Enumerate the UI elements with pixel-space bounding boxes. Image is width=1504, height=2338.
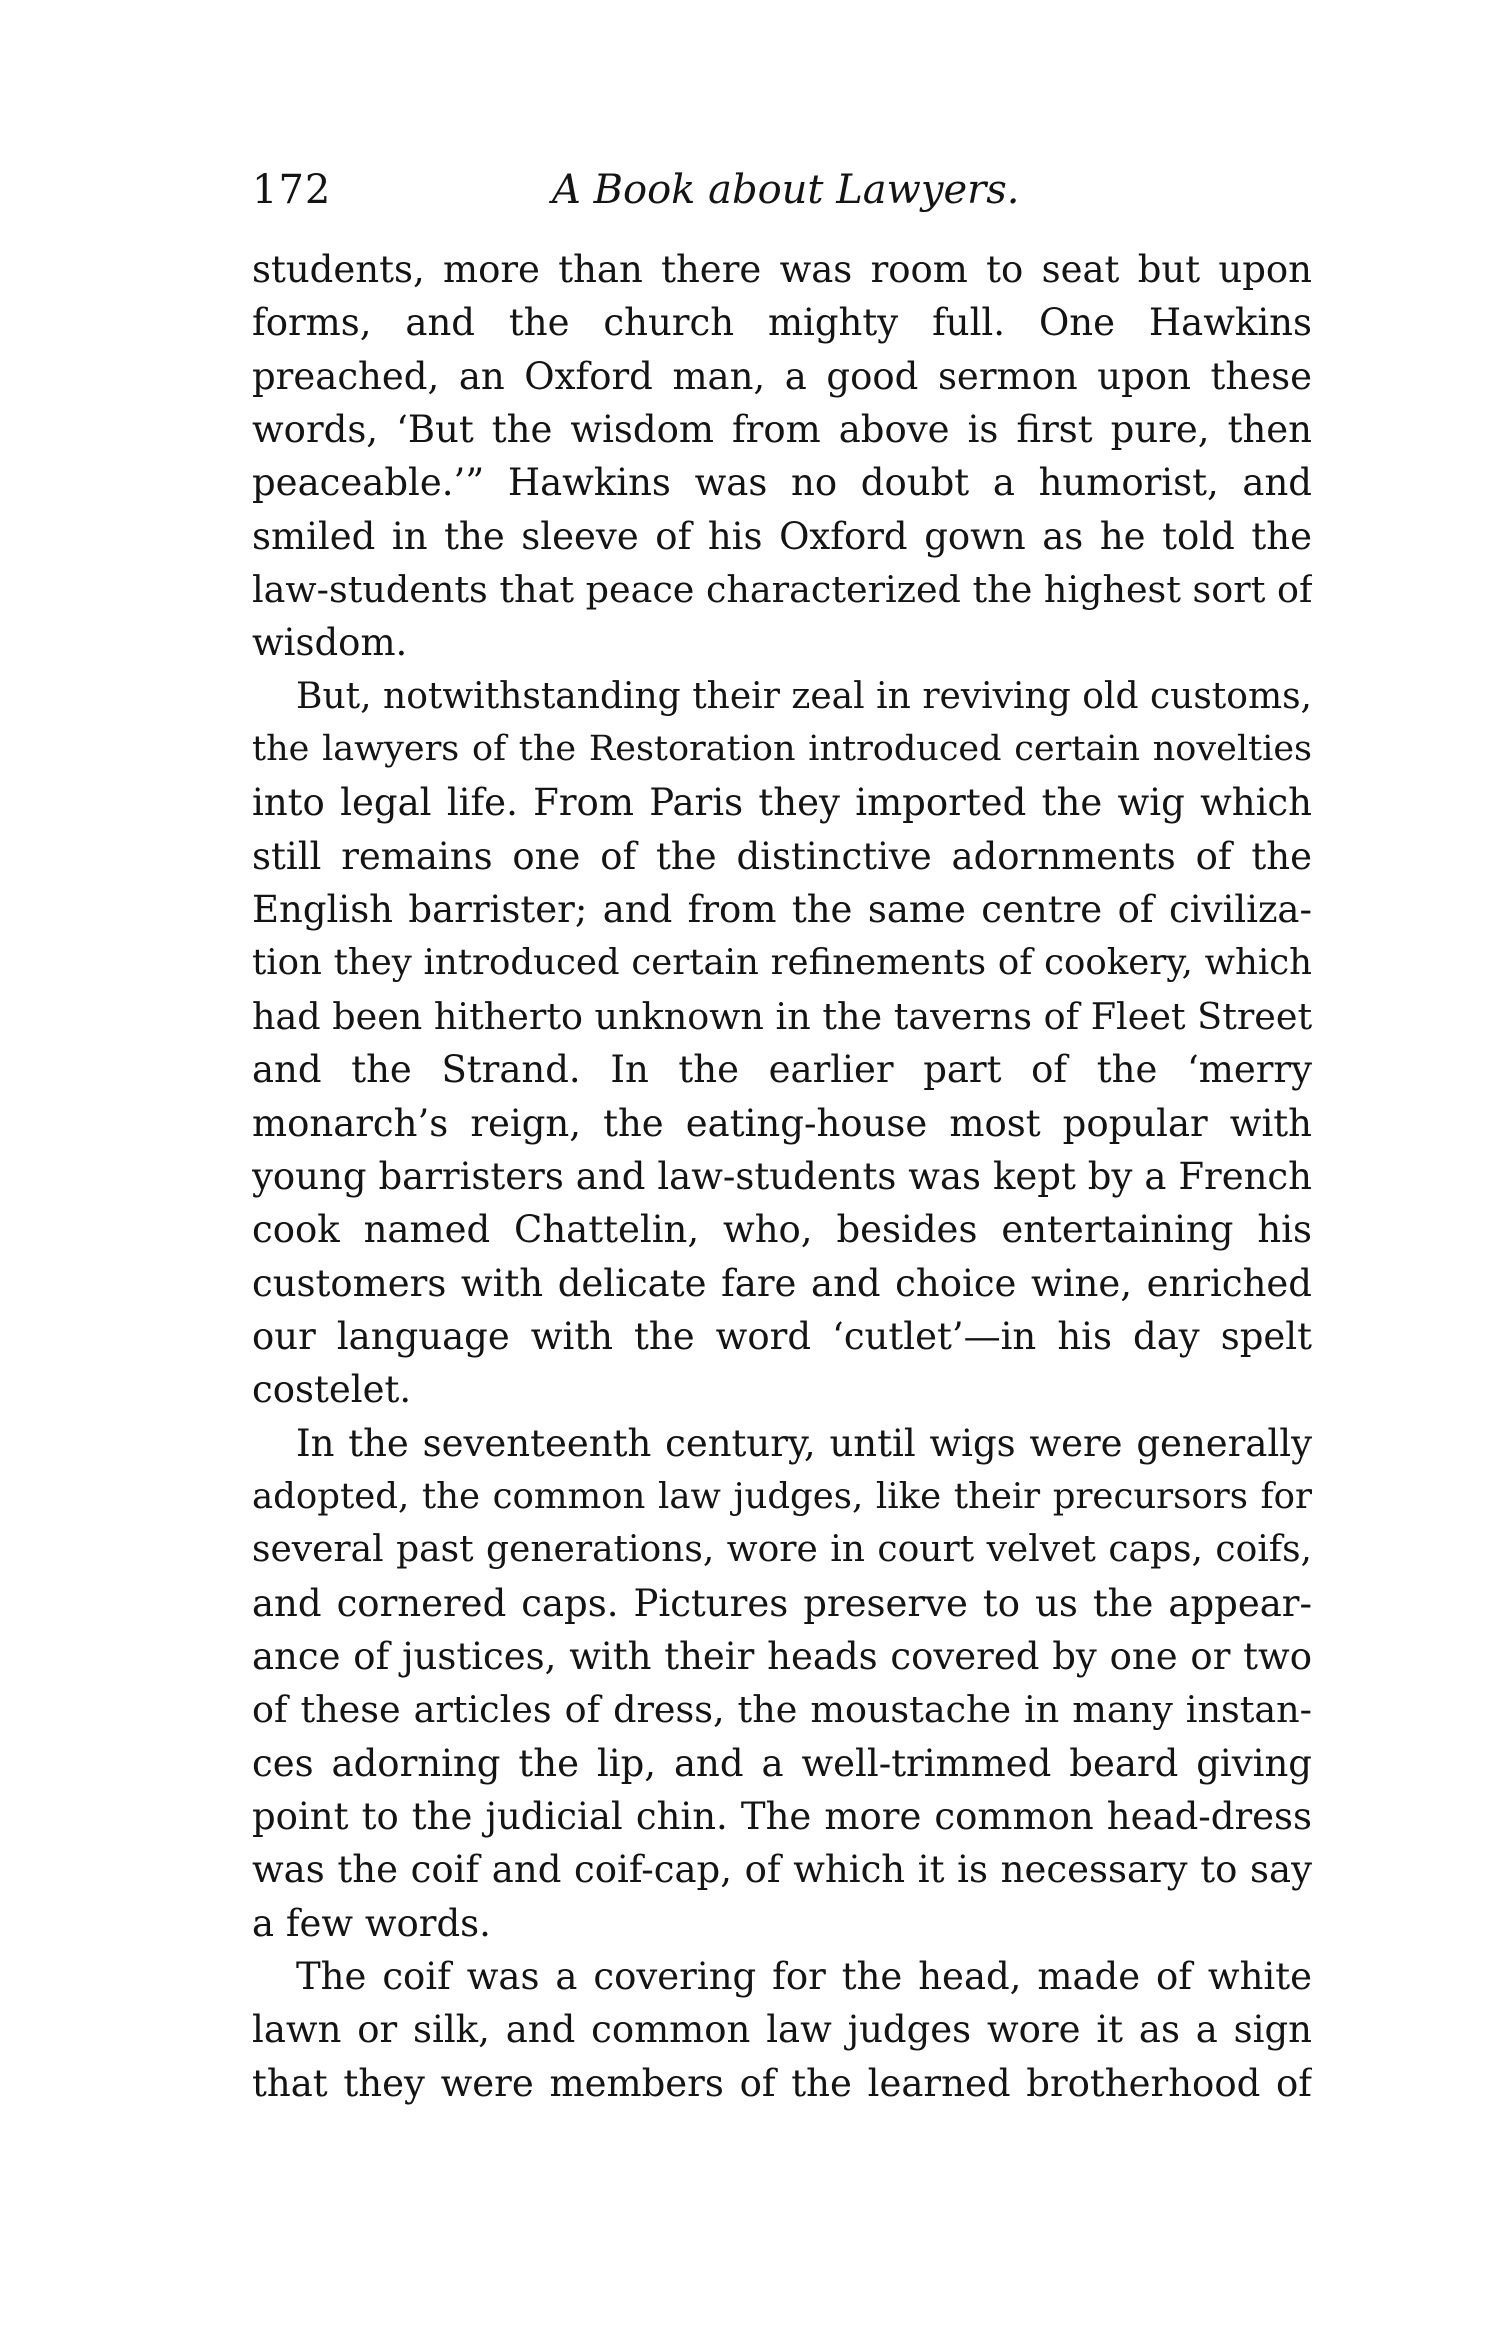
- text-line: peaceable.’” Hawkins was no doubt a humorist, and: [252, 461, 1312, 505]
- text-line: tion they introduced certain refinements of cookery, which: [252, 942, 1312, 984]
- text-line: English barrister; and from the same centre of civiliza-: [252, 888, 1312, 932]
- text-line: young barristers and law-students was kept by a French: [252, 1154, 1312, 1198]
- text-line: But, notwithstanding their zeal in reviving old customs,: [296, 675, 1312, 717]
- text-line: ces adorning the lip, and a well-trimmed beard giving: [252, 1741, 1312, 1785]
- page-number: 172: [252, 167, 332, 213]
- text-line: words, ‘But the wisdom from above is first pure, then: [252, 408, 1312, 452]
- text-line: and cornered caps. Pictures preserve to us the appear-: [252, 1581, 1312, 1625]
- text-line: forms, and the church mighty full. One Hawkins: [252, 301, 1312, 345]
- text-line: and the Strand. In the earlier part of the ‘merry: [252, 1048, 1312, 1092]
- text-line: customers with delicate fare and choice wine, enriched: [252, 1261, 1312, 1305]
- text-line: costelet.: [252, 1368, 412, 1412]
- text-line: smiled in the sleeve of his Oxford gown as he told the: [252, 514, 1312, 558]
- text-line: the lawyers of the Restoration introduced certain novelties: [252, 729, 1312, 770]
- text-line: still remains one of the distinctive adornments of the: [252, 834, 1312, 878]
- text-line: adopted, the common law judges, like their precursors for: [252, 1475, 1312, 1517]
- running-title: A Book about Lawyers.: [552, 167, 1020, 213]
- text-line: lawn or silk, and common law judges wore it as a sign: [252, 2008, 1312, 2052]
- text-line: The coif was a covering for the head, made of white: [296, 1955, 1312, 1998]
- running-head: [252, 160, 1312, 220]
- text-line: of these articles of dress, the moustache in many instan-: [252, 1688, 1312, 1732]
- text-line: ance of justices, with their heads covered by one or two: [252, 1634, 1312, 1678]
- text-line: that they were members of the learned brotherhood of: [252, 2061, 1312, 2105]
- text-line: had been hitherto unknown in the taverns of Fleet Street: [252, 994, 1312, 1038]
- text-line: cook named Chattelin, who, besides entertaining his: [252, 1208, 1312, 1252]
- text-line: was the coif and coif-cap, of which it is necessary to say: [252, 1848, 1312, 1892]
- text-line: point to the judicial chin. The more common head-dress: [252, 1794, 1312, 1838]
- text-line: monarch’s reign, the eating-house most popular with: [252, 1101, 1312, 1145]
- text-line: In the seventeenth century, until wigs were generally: [296, 1421, 1312, 1465]
- text-line: our language with the word ‘cutlet’—in his day spelt: [252, 1314, 1312, 1358]
- text-line: law-students that peace characterized the highest sort of: [252, 568, 1312, 612]
- text-line: wisdom.: [252, 621, 408, 665]
- text-line: a few words.: [252, 1901, 491, 1945]
- text-line: several past generations, wore in court velvet caps, coifs,: [252, 1529, 1312, 1571]
- body-text: [252, 243, 1312, 2110]
- text-line: into legal life. From Paris they imported the wig which: [252, 781, 1312, 825]
- text-line: students, more than there was room to seat but upon: [252, 248, 1312, 291]
- text-line: preached, an Oxford man, a good sermon upon these: [252, 354, 1312, 398]
